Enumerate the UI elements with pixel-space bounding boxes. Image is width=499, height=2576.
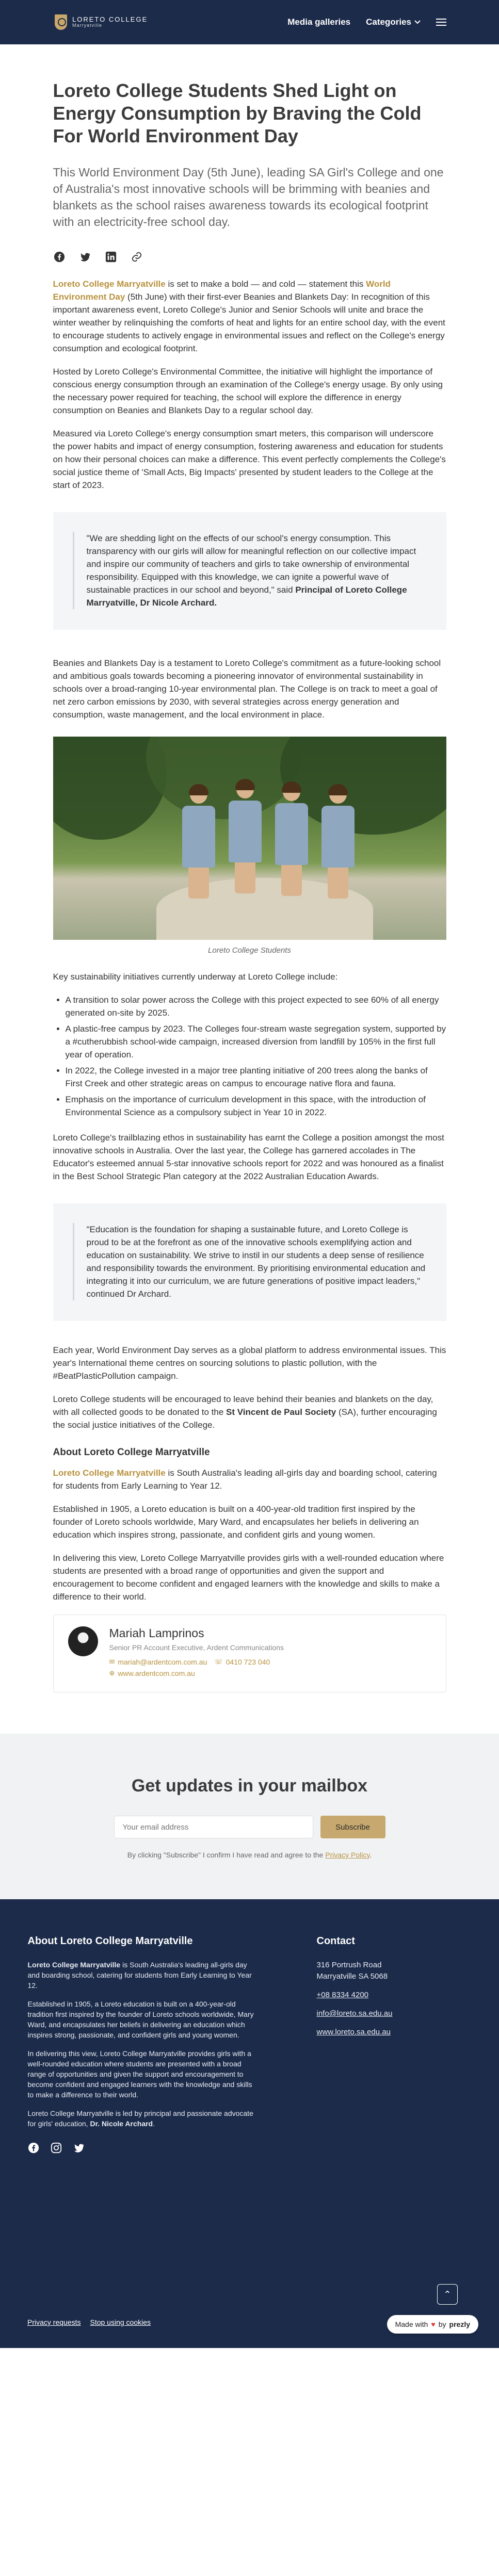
footer-contact [317,1935,472,2154]
logo-subtitle: Marryatville [72,23,103,28]
footer-website-link[interactable]: www.loreto.sa.edu.au [316,2028,391,2036]
linkedin-icon[interactable] [105,251,117,263]
scroll-to-top-button[interactable] [437,2284,458,2305]
made-with-prezly-badge[interactable]: Made with ♥ by prezly [387,2315,478,2334]
paragraph-trailblazing: Loreto College's trailblazing ethos in sustainability has earnt the College a position amongst the most innovative schools in Australia. Over the last year, the College has garnered accolades in The Educator's esteemed annual 5-star innovative schools report for 2022 and was honoured as a finalist in the Best School Strategic Plan category at the 2022 Australian Education Awards. [53,1133,444,1181]
chevron-down-icon [414,20,421,24]
privacy-requests-link[interactable]: Privacy requests [27,2318,81,2326]
top-navigation-bar [0,0,499,44]
list-item: • In 2022, the College invested in a major tree planting initiative of 200 trees along the banks of First Creek and other strategic areas on campus to encourage native flora and fauna. [66,1064,446,1090]
about-paragraph-1: Loreto College Marryatville is South Australia's leading all-girls day and boarding school, catering for students from Early Learning to Year 12. [53,1468,437,1491]
paragraph-intro: Loreto College Marryatville is set to make a bold — and cold — statement this World Environment Day (5th June) with their first-ever Beanies and Blankets Day: In recognition of this important awareness event, Loreto College's Junior and Senior Schools will unite and brace the winter weather by relinquishing the comforts of heat and lights for an entire school day, with the event to encourage students to actively engage in environmental issues and reflect on the College's energy consumption and ecological footprint. [53,279,445,353]
main-nav [287,17,446,27]
consent-text: By clicking "Subscribe" I confirm I have read and agree to the Privacy Policy. [127,1851,372,1859]
initiatives-list [66,993,446,1119]
about-college-link[interactable]: Loreto College Marryatville [53,1468,166,1478]
photo-caption: Loreto College Students [208,946,291,955]
nav-categories[interactable] [366,17,421,27]
facebook-icon[interactable] [53,251,66,263]
nav-categories-label: Categories [366,17,411,27]
footer-about: About Loreto College Marryatville Loreto College Marryatville is South Australia's leading all-girls day and boarding school, catering for students from Early Learning to Year 12. Established in 1905, a Loreto education is built on a 400-year-old tradition first inspired by the founder of Loreto schools worldwide, Mary Ward, and encapsulates her beliefs in delivering an education which inspires strong, passionate, and confident girls and young women. In delivering this view, Loreto College Marryatville provides girls with a well-rounded education where students are presented with a broad range of opportunities and given the support and encouragement to become confident and engaged learners with the knowledge and skills to make a difference to their world. Loreto College Marryatville is led by principal and passionate advocate for girls' education, Dr. Nicole Archard. [28,1935,255,2154]
initiatives-intro: Key sustainability initiatives currently underway at Loreto College include: [53,972,338,982]
contact-website[interactable]: ⊕ www.ardentcom.com.au [109,1669,195,1677]
footer-about-heading: About Loreto College Marryatville [27,1935,193,1947]
quote-attribution: Principal of Loreto College Marryatville, Dr Nicole Archard. [86,585,407,608]
list-item: • A plastic-free campus by 2023. The Colleges four-stream waste segregation system, supported by a #cutherubbish school-wide campaign, increased diversion from landfill by 105% in the first full year of operation. [66,1022,446,1061]
article-title: Loreto College Students Shed Light on Energy Consumption by Braving the Cold For World Environment Day [53,80,422,146]
facebook-icon[interactable] [28,2142,39,2154]
share-bar [53,251,446,263]
list-item: • Emphasis on the importance of curriculum development in this space, with the introduction of Environmental Science as a compulsory subject in Year 10 in 2022. [66,1093,446,1119]
st-vincent-de-paul: St Vincent de Paul Society [226,1407,336,1417]
paragraph-donation: Loreto College students will be encouraged to leave behind their beanies and blankets on the day, with all collected goods to be donated to the St Vincent de Paul Society (SA), further encouraging the social justice initiatives of the College. [53,1394,437,1430]
subscribe-button[interactable]: Subscribe [320,1816,385,1838]
stop-cookies-link[interactable]: Stop using cookies [90,2318,151,2326]
footer-address: 316 Portrush Road Marryatville SA 5068 [316,1961,388,1981]
archard-quote: "Education is the foundation for shaping a sustainable future, and Loreto College is proud to be at the forefront as one of the innovative schools exemplifying action and education on sustainability. We strive to instil in our students a deep sense of resilience and responsibility towards the environment. By prioritising environmental education and integrating it into our curriculum, we are future generations of positive impact leaders," continued Dr Archard. [53,1203,446,1321]
paragraph-hosted: Hosted by Loreto College's Environmental Committee, the initiative will highlight the importance of conscious energy consumption through an examination of the College's energy usage. By only using the necessary power required for teaching, the school will explore the difference in energy consumption on Beanies and Blankets Day to a regular school day. [53,367,443,415]
world-environment-day-link[interactable]: World Environment Day [53,279,391,302]
students-photo [53,737,446,940]
paragraph-measured: Measured via Loreto College's energy consumption smart meters, this comparison will underscore the power habits and impact of energy consumption, fostering awareness and education for students on how their personal choices can make a difference. This event perfectly complements the College's social justice theme of 'Small Acts, Big Impacts' presented by student leaders to the College at the start of 2023. [53,429,446,490]
email-icon: ✉ [109,1658,115,1666]
paragraph-testament: Beanies and Blankets Day is a testament to Loreto College's commitment as a future-looking school and ambitious goals towards becoming a pioneering innovator of environmental sustainability in schools over a broad-ranging 10-year environmental plan. The College is on track to meet a goal of net zero carbon emissions by 2030, with several strategies across energy generation and consumption, waste management, and the local environment in place. [53,658,441,720]
email-input[interactable] [114,1816,313,1838]
privacy-policy-link[interactable]: Privacy Policy [325,1851,370,1859]
media-contact-card [53,1615,446,1692]
link-icon[interactable] [131,251,143,263]
principal-quote: "We are shedding light on the effects of our school's energy consumption. This transparency with our girls will allow for meaningful reflection on our collective impact and inspire our community of teachers and girls to take ownership of environmental responsibility. Equipped with this knowledge, we can ignite a powerful wave of sustainable practices in our school and beyond," said Principal of Loreto College Marryatville, Dr Nicole Archard. [53,512,446,630]
chevron-up-icon: ⌃ [443,2289,452,2300]
signup-form [0,1816,499,1838]
hamburger-menu-icon[interactable] [436,19,446,26]
phone-icon: ☏ [214,1658,223,1666]
contact-role: Senior PR Account Executive, Ardent Communications [109,1643,284,1652]
contact-phone[interactable]: ☏ 0410 723 040 [214,1658,270,1666]
prezly-logo: prezly [449,2320,470,2328]
about-heading: About Loreto College Marryatville [53,1447,210,1458]
paragraph-world-environment-day: Each year, World Environment Day serves as a global platform to address environmental issues. This year's International theme centres on sourcing solutions to plastic pollution, with the #BeatPlasticPollution campaign. [53,1345,446,1381]
heart-icon: ♥ [431,2320,436,2328]
college-logo[interactable] [55,14,148,30]
newsletter-signup [0,1734,499,1899]
footer-contact-heading: Contact [316,1935,355,1947]
avatar [68,1626,98,1656]
article-lede: This World Environment Day (5th June), leading SA Girl's College and one of Australia's most innovative schools will be brimming with beanies and blankets as the school raises awareness towards its ecological footprint with an electricity-free school day. [53,166,444,229]
about-paragraph-3: In delivering this view, Loreto College Marryatville provides girls with a well-rounded education where students are presented with a broad range of opportunities and given the support and encouragement to become confident and engaged learners with the knowledge and skills to make a difference to their world. [53,1553,444,1602]
about-paragraph-2: Established in 1905, a Loreto education is built on a 400-year-old tradition first inspired by the founder of Loreto schools worldwide, Mary Ward, and encapsulates her beliefs in delivering an education which inspires strong, passionate, and confident girls and young women. [53,1504,419,1540]
nav-media-galleries[interactable]: Media galleries [287,17,351,27]
list-item: • A transition to solar power across the College with this project expected to see 60% of all energy generated on-site by 2025. [66,993,446,1019]
twitter-icon[interactable] [79,251,91,263]
college-link[interactable]: Loreto College Marryatville [53,279,166,289]
site-footer [0,1899,499,2348]
footer-social [28,2142,255,2154]
article [53,44,446,1692]
contact-email[interactable]: ✉ mariah@ardentcom.com.au [109,1658,207,1666]
signup-heading: Get updates in your mailbox [131,1776,368,1796]
globe-icon: ⊕ [109,1669,115,1677]
college-crest-icon [55,14,67,30]
footer-phone-link[interactable]: +08 8334 4200 [316,1991,369,1999]
contact-name: Mariah Lamprinos [109,1626,204,1640]
footer-legal-links [27,2318,151,2326]
twitter-icon[interactable] [73,2142,85,2154]
footer-email-link[interactable]: info@loreto.sa.edu.au [316,2009,393,2018]
instagram-icon[interactable] [51,2142,62,2154]
logo-title: LORETO COLLEGE [72,15,148,23]
